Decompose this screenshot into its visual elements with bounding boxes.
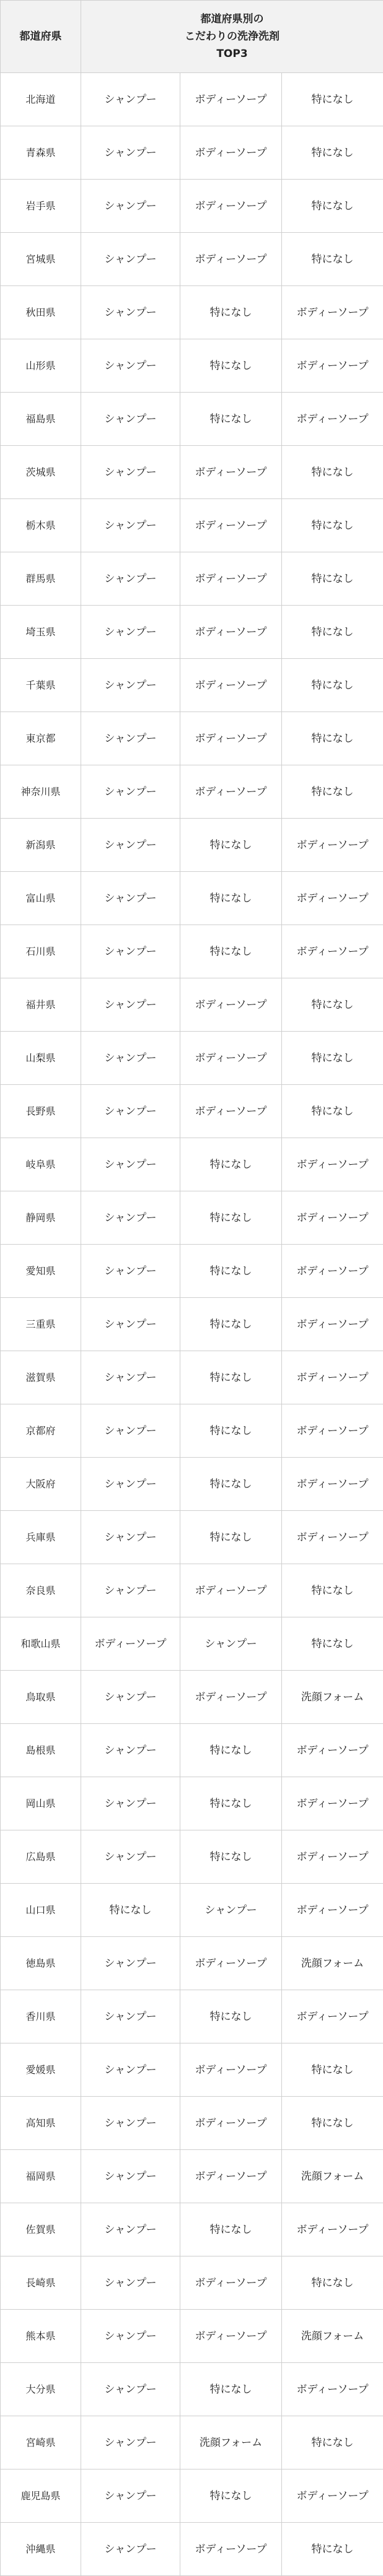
rank-3-cell: ボディーソープ [282,2203,383,2256]
prefecture-cell: 福島県 [1,393,81,446]
rank-2-cell: ボディーソープ [180,659,282,712]
rank-1-cell: シャンプー [81,606,180,659]
table-row [1,2203,383,2256]
table-row [1,1351,383,1404]
rank-1-cell: シャンプー [81,1564,180,1617]
title-line-3: TOP3 [87,45,377,63]
rank-1-cell: シャンプー [81,925,180,978]
prefecture-cell: 沖縄県 [1,2523,81,2576]
rank-2-cell: ボディーソープ [180,180,282,233]
rank-3-cell: ボディーソープ [282,1511,383,1564]
rank-2-cell: ボディーソープ [180,126,282,180]
rank-3-cell: 特になし [282,606,383,659]
rank-3-cell: ボディーソープ [282,1830,383,1884]
rank-2-cell: ボディーソープ [180,2310,282,2363]
rank-3-cell: 特になし [282,126,383,180]
prefecture-cell: 和歌山県 [1,1617,81,1671]
prefecture-cell: 徳島県 [1,1937,81,1990]
rank-1-cell: シャンプー [81,1724,180,1777]
table-row [1,1032,383,1085]
rank-3-cell: 特になし [282,2043,383,2097]
rank-3-cell: 特になし [282,765,383,819]
rank-1-cell: シャンプー [81,978,180,1032]
prefecture-cell: 群馬県 [1,552,81,606]
rank-1-cell: シャンプー [81,872,180,925]
rank-3-cell: 洗顔フォーム [282,1671,383,1724]
rank-3-cell: ボディーソープ [282,1777,383,1830]
table-row [1,1671,383,1724]
rank-2-cell: 特になし [180,2469,282,2523]
table-title-header [81,1,383,73]
table-row [1,2150,383,2203]
prefecture-cell: 富山県 [1,872,81,925]
rank-2-cell: ボディーソープ [180,552,282,606]
rank-1-cell: シャンプー [81,659,180,712]
rank-3-cell: 特になし [282,552,383,606]
table-row [1,446,383,499]
prefecture-column-header: 都道府県 [1,1,81,73]
table-row [1,1830,383,1884]
rank-2-cell: 特になし [180,1351,282,1404]
rank-3-cell: ボディーソープ [282,393,383,446]
rank-3-cell: ボディーソープ [282,1724,383,1777]
rank-2-cell: ボディーソープ [180,606,282,659]
table-row [1,2416,383,2469]
prefecture-cell: 岩手県 [1,180,81,233]
table-row [1,1191,383,1245]
rank-1-cell: シャンプー [81,1032,180,1085]
table-row [1,73,383,126]
prefecture-cell: 青森県 [1,126,81,180]
rank-2-cell: 特になし [180,1191,282,1245]
table-row [1,978,383,1032]
rank-3-cell: ボディーソープ [282,819,383,872]
table-row [1,2043,383,2097]
table-row [1,1990,383,2043]
rank-3-cell: ボディーソープ [282,925,383,978]
rank-1-cell: シャンプー [81,1245,180,1298]
rank-3-cell: 洗顔フォーム [282,1937,383,1990]
table-row [1,2363,383,2416]
rank-3-cell: ボディーソープ [282,1245,383,1298]
rank-2-cell: ボディーソープ [180,1085,282,1138]
rank-1-cell: シャンプー [81,1990,180,2043]
prefecture-cell: 佐賀県 [1,2203,81,2256]
rank-1-cell: シャンプー [81,1191,180,1245]
table-row [1,2310,383,2363]
table-row [1,872,383,925]
rank-2-cell: ボディーソープ [180,712,282,765]
rank-2-cell: ボディーソープ [180,765,282,819]
rank-3-cell: 特になし [282,73,383,126]
prefecture-cell: 岐阜県 [1,1138,81,1191]
rank-3-cell: 特になし [282,1564,383,1617]
rank-1-cell: シャンプー [81,73,180,126]
prefecture-cell: 大阪府 [1,1458,81,1511]
rank-2-cell: 特になし [180,339,282,393]
rank-1-cell: シャンプー [81,339,180,393]
prefecture-cell: 栃木県 [1,499,81,552]
rank-1-cell: シャンプー [81,1351,180,1404]
rank-1-cell: シャンプー [81,2469,180,2523]
rank-3-cell: ボディーソープ [282,2363,383,2416]
prefecture-cell: 静岡県 [1,1191,81,1245]
prefecture-cell: 奈良県 [1,1564,81,1617]
rank-3-cell: 特になし [282,499,383,552]
prefecture-cell: 石川県 [1,925,81,978]
prefecture-cell: 福井県 [1,978,81,1032]
prefecture-cell: 広島県 [1,1830,81,1884]
rank-3-cell: 特になし [282,1617,383,1671]
prefecture-cell: 熊本県 [1,2310,81,2363]
prefecture-cell: 宮崎県 [1,2416,81,2469]
rank-2-cell: 洗顔フォーム [180,2416,282,2469]
rank-1-cell: シャンプー [81,2310,180,2363]
rank-2-cell: シャンプー [180,1617,282,1671]
rank-1-cell: シャンプー [81,2416,180,2469]
prefecture-cell: 岡山県 [1,1777,81,1830]
prefecture-cell: 茨城県 [1,446,81,499]
rank-3-cell: ボディーソープ [282,1458,383,1511]
rank-3-cell: ボディーソープ [282,339,383,393]
table-row [1,1724,383,1777]
table-row [1,1564,383,1617]
table-row [1,2097,383,2150]
rank-1-cell: シャンプー [81,552,180,606]
rank-2-cell: 特になし [180,819,282,872]
prefecture-cell: 鹿児島県 [1,2469,81,2523]
rank-1-cell: シャンプー [81,446,180,499]
rank-3-cell: ボディーソープ [282,2469,383,2523]
rank-3-cell: ボディーソープ [282,1191,383,1245]
rank-3-cell: 特になし [282,1032,383,1085]
rank-2-cell: 特になし [180,1990,282,2043]
table-row [1,1458,383,1511]
rank-2-cell: ボディーソープ [180,1564,282,1617]
rank-2-cell: 特になし [180,2363,282,2416]
table-row [1,925,383,978]
rank-2-cell: 特になし [180,1777,282,1830]
table-row [1,2469,383,2523]
rank-3-cell: 特になし [282,659,383,712]
table-row [1,1884,383,1937]
table-row [1,765,383,819]
prefecture-cell: 福岡県 [1,2150,81,2203]
rank-1-cell: シャンプー [81,233,180,286]
prefecture-cell: 長野県 [1,1085,81,1138]
rank-2-cell: ボディーソープ [180,2256,282,2310]
rank-2-cell: 特になし [180,925,282,978]
rank-1-cell: シャンプー [81,1830,180,1884]
prefecture-cell: 高知県 [1,2097,81,2150]
rank-2-cell: 特になし [180,286,282,339]
prefecture-cell: 長崎県 [1,2256,81,2310]
rank-3-cell: ボディーソープ [282,1884,383,1937]
rank-2-cell: ボディーソープ [180,978,282,1032]
rank-2-cell: ボディーソープ [180,1671,282,1724]
rank-2-cell: ボディーソープ [180,1937,282,1990]
rank-2-cell: 特になし [180,1511,282,1564]
rank-2-cell: 特になし [180,1724,282,1777]
rank-3-cell: ボディーソープ [282,286,383,339]
rank-1-cell: シャンプー [81,2256,180,2310]
rank-1-cell: シャンプー [81,712,180,765]
prefecture-cell: 新潟県 [1,819,81,872]
rank-1-cell: シャンプー [81,1138,180,1191]
rank-2-cell: 特になし [180,1830,282,1884]
rank-2-cell: 特になし [180,1404,282,1458]
rank-2-cell: 特になし [180,1138,282,1191]
rank-3-cell: ボディーソープ [282,1298,383,1351]
rank-3-cell: ボディーソープ [282,1351,383,1404]
table-row [1,2523,383,2576]
rank-1-cell: シャンプー [81,1404,180,1458]
prefecture-cell: 島根県 [1,1724,81,1777]
prefecture-cell: 京都府 [1,1404,81,1458]
rank-1-cell: シャンプー [81,126,180,180]
prefecture-cell: 香川県 [1,1990,81,2043]
rank-1-cell: シャンプー [81,1777,180,1830]
rank-1-cell: シャンプー [81,286,180,339]
rank-3-cell: ボディーソープ [282,872,383,925]
rank-3-cell: ボディーソープ [282,1990,383,2043]
table-row [1,286,383,339]
rank-3-cell: ボディーソープ [282,1404,383,1458]
rank-3-cell: 特になし [282,2256,383,2310]
rank-3-cell: 洗顔フォーム [282,2310,383,2363]
rank-2-cell: ボディーソープ [180,73,282,126]
prefecture-cell: 山口県 [1,1884,81,1937]
rank-1-cell: シャンプー [81,2203,180,2256]
rank-3-cell: 特になし [282,233,383,286]
rank-2-cell: ボディーソープ [180,2523,282,2576]
prefecture-cell: 鳥取県 [1,1671,81,1724]
rank-1-cell: シャンプー [81,2150,180,2203]
rank-1-cell: シャンプー [81,2363,180,2416]
title-line-2: こだわりの洗浄洗剤 [87,28,377,45]
rank-1-cell: ボディーソープ [81,1617,180,1671]
prefecture-cell: 滋賀県 [1,1351,81,1404]
table-row [1,1138,383,1191]
rank-1-cell: シャンプー [81,2043,180,2097]
table-row [1,2256,383,2310]
rank-1-cell: シャンプー [81,180,180,233]
title-line-1: 都道府県別の [87,11,377,28]
table-row [1,552,383,606]
rank-1-cell: シャンプー [81,1298,180,1351]
rank-2-cell: 特になし [180,872,282,925]
table-row [1,180,383,233]
table-row [1,1404,383,1458]
rank-1-cell: シャンプー [81,1671,180,1724]
rank-2-cell: ボディーソープ [180,2097,282,2150]
rank-3-cell: 特になし [282,712,383,765]
header-row [1,1,383,73]
prefecture-cell: 秋田県 [1,286,81,339]
table-row [1,1937,383,1990]
prefecture-cell: 神奈川県 [1,765,81,819]
table-row [1,659,383,712]
rank-3-cell: 洗顔フォーム [282,2150,383,2203]
table-body [1,73,383,2576]
prefecture-cell: 山梨県 [1,1032,81,1085]
table-row [1,339,383,393]
table-row [1,712,383,765]
rank-2-cell: 特になし [180,1298,282,1351]
rank-3-cell: 特になし [282,446,383,499]
prefecture-cell: 千葉県 [1,659,81,712]
rank-1-cell: シャンプー [81,1085,180,1138]
table-row [1,126,383,180]
table-row [1,1777,383,1830]
table-row [1,1298,383,1351]
rank-2-cell: 特になし [180,393,282,446]
rank-1-cell: シャンプー [81,1511,180,1564]
prefecture-cell: 宮城県 [1,233,81,286]
prefecture-cell: 埼玉県 [1,606,81,659]
rank-3-cell: 特になし [282,2523,383,2576]
prefecture-cell: 山形県 [1,339,81,393]
rank-1-cell: シャンプー [81,1458,180,1511]
rank-3-cell: 特になし [282,2097,383,2150]
rank-1-cell: シャンプー [81,765,180,819]
rank-1-cell: シャンプー [81,819,180,872]
prefecture-cell: 三重県 [1,1298,81,1351]
rank-1-cell: 特になし [81,1884,180,1937]
rank-1-cell: シャンプー [81,393,180,446]
rank-1-cell: シャンプー [81,2523,180,2576]
prefecture-cell: 北海道 [1,73,81,126]
rank-2-cell: シャンプー [180,1884,282,1937]
rank-2-cell: ボディーソープ [180,446,282,499]
table-row [1,1511,383,1564]
rank-3-cell: 特になし [282,978,383,1032]
rank-3-cell: 特になし [282,2416,383,2469]
prefecture-cell: 東京都 [1,712,81,765]
table-row [1,819,383,872]
rank-3-cell: ボディーソープ [282,1138,383,1191]
table-row [1,606,383,659]
rank-2-cell: 特になし [180,2203,282,2256]
table-row [1,393,383,446]
rank-2-cell: 特になし [180,1245,282,1298]
table-row [1,233,383,286]
rank-1-cell: シャンプー [81,2097,180,2150]
prefecture-cell: 大分県 [1,2363,81,2416]
rank-3-cell: 特になし [282,1085,383,1138]
rank-3-cell: 特になし [282,180,383,233]
rank-1-cell: シャンプー [81,499,180,552]
prefecture-cell: 愛知県 [1,1245,81,1298]
table-row [1,1617,383,1671]
rank-2-cell: ボディーソープ [180,2150,282,2203]
rank-1-cell: シャンプー [81,1937,180,1990]
rank-2-cell: ボディーソープ [180,2043,282,2097]
rank-2-cell: ボディーソープ [180,499,282,552]
table-row [1,1245,383,1298]
rank-2-cell: ボディーソープ [180,233,282,286]
rank-2-cell: 特になし [180,1458,282,1511]
rank-2-cell: ボディーソープ [180,1032,282,1085]
table-row [1,499,383,552]
table-row [1,1085,383,1138]
prefecture-cell: 兵庫県 [1,1511,81,1564]
prefecture-cell: 愛媛県 [1,2043,81,2097]
